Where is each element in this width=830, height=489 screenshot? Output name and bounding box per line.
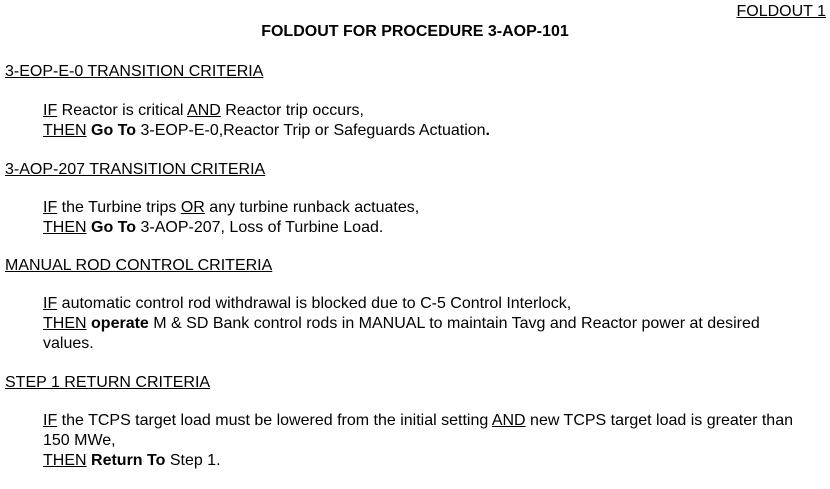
if-keyword: IF [43,102,58,119]
section-heading-step1-return: STEP 1 RETURN CRITERIA [5,374,211,391]
if-keyword: IF [43,412,58,429]
then-keyword: THEN [43,315,87,332]
then-line [43,218,803,238]
action-text: M & SD Bank control rods in MANUAL to maintain Tavg and Reactor power at desired values. [43,315,760,352]
condition-text: the Turbine trips [57,199,181,216]
conjunction: OR [180,199,205,216]
section-body-manual-rod [43,294,803,354]
condition-text: new TCPS target load is greater than 150 MWe, [43,412,793,449]
action-keyword: Return To [91,452,166,469]
condition-text: Reactor trip occurs, [220,102,364,119]
if-line [43,411,803,451]
conjunction: AND [491,412,526,429]
condition-text: any turbine runback actuates, [204,199,420,216]
page-title: FOLDOUT FOR PROCEDURE 3-AOP-101 [261,23,569,40]
action-text: 3-EOP-E-0,Reactor Trip or Safeguards Actuation [136,122,486,139]
section-heading-manual-rod: MANUAL ROD CONTROL CRITERIA [5,257,273,274]
section-body-eop-e0 [43,101,803,141]
then-line [43,121,803,141]
if-keyword: IF [43,295,58,312]
condition-text: the TCPS target load must be lowered from the initial setting [57,412,492,429]
action-keyword: Go To [91,219,137,236]
condition-text: automatic control rod withdrawal is blocked due to C-5 Control Interlock, [57,295,572,312]
then-keyword: THEN [43,219,87,236]
foldout-label: FOLDOUT 1 [736,3,826,20]
section-body-step1-return [43,411,803,471]
then-keyword: THEN [43,122,87,139]
then-line [43,451,803,471]
action-keyword: operate [91,315,149,332]
section-heading-eop-e0: 3-EOP-E-0 TRANSITION CRITERIA [5,63,264,80]
section-body-aop-207 [43,198,803,238]
end-period: . [485,122,490,139]
then-line [43,314,803,354]
condition-text: Reactor is critical [57,102,188,119]
action-text: 3-AOP-207, Loss of Turbine Load. [136,219,384,236]
section-heading-aop-207: 3-AOP-207 TRANSITION CRITERIA [5,161,266,178]
then-keyword: THEN [43,452,87,469]
action-keyword: Go To [91,122,137,139]
conjunction: AND [187,102,221,119]
if-keyword: IF [43,199,58,216]
if-line [43,101,803,121]
if-line [43,198,803,218]
if-line [43,294,803,314]
action-text: Step 1. [165,452,221,469]
